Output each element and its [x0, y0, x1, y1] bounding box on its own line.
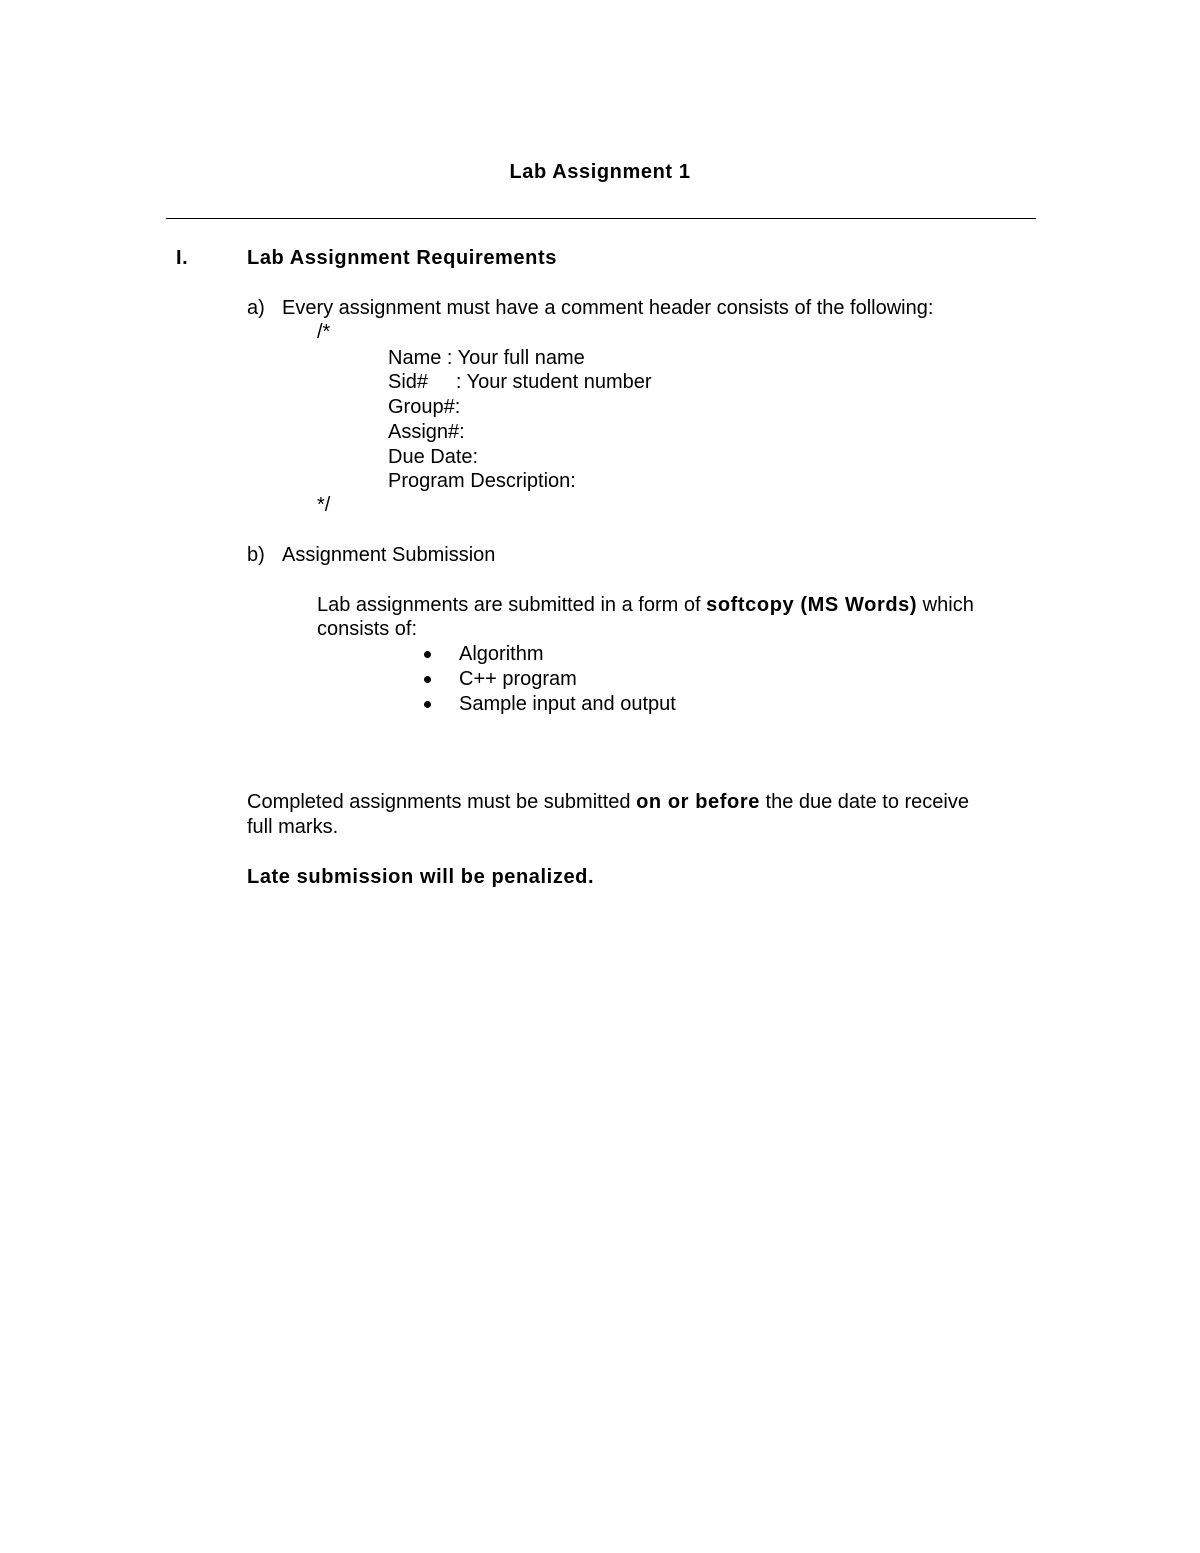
section-heading: Lab Assignment Requirements: [247, 247, 557, 269]
item-b-marker: b): [247, 544, 265, 566]
submission-paragraph-line1: [317, 595, 974, 615]
bullet-dot: [424, 701, 431, 708]
submission-format: softcopy (MS Words): [706, 594, 918, 616]
submission-prefix: Lab assignments are submitted in a form of: [317, 594, 707, 616]
comment-field-description: Program Description:: [388, 470, 576, 492]
bullet-item-algorithm: Algorithm: [459, 643, 544, 665]
late-notice: Late submission will be penalized.: [247, 866, 595, 888]
item-a-text: Every assignment must have a comment header consists of the following:: [282, 297, 934, 319]
comment-open: /*: [317, 321, 331, 343]
item-a-marker: a): [247, 297, 265, 319]
comment-field-due-date: Due Date:: [388, 446, 479, 468]
submission-paragraph-line2: consists of:: [317, 618, 418, 640]
completion-suffix: the due date to receive: [759, 791, 969, 813]
comment-close: */: [317, 494, 331, 516]
bullet-dot: [424, 676, 431, 683]
completion-line2: full marks.: [247, 816, 339, 838]
section-numeral: I.: [176, 247, 189, 269]
item-b-text: Assignment Submission: [282, 544, 496, 566]
bullet-item-sample-io: Sample input and output: [459, 693, 676, 715]
comment-field-name: Name : Your full name: [388, 347, 585, 369]
bullet-dot: [424, 651, 431, 658]
completion-prefix: Completed assignments must be submitted: [247, 791, 637, 813]
title-divider: [166, 218, 1036, 219]
bullet-item-program: C++ program: [459, 668, 577, 690]
comment-field-assign: Assign#:: [388, 421, 465, 443]
comment-field-sid: Sid# : Your student number: [388, 371, 652, 393]
completion-deadline: on or before: [636, 791, 760, 813]
submission-suffix: which: [917, 594, 974, 616]
completion-line1: [247, 792, 969, 812]
document-title: Lab Assignment 1: [509, 161, 691, 183]
comment-field-group: Group#:: [388, 396, 461, 418]
